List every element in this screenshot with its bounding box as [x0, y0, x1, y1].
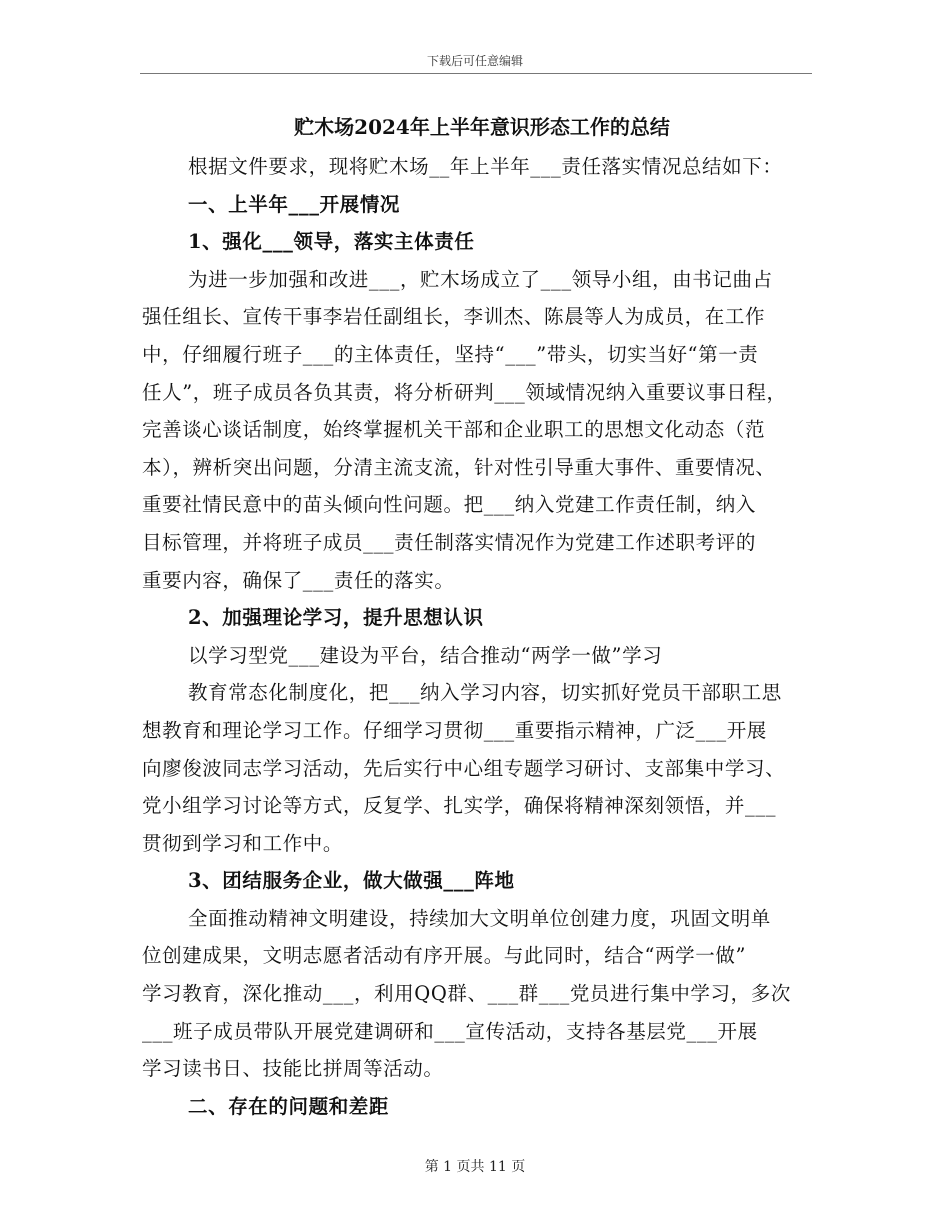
paragraph-line: 目标管理，并将班子成员___责任制落实情况作为党建工作述职考评的: [142, 530, 756, 554]
paragraph-line: 位创建成果，文明志愿者活动有序开展。与此同时，结合“两学一做”: [142, 944, 747, 968]
paragraph-line: 向廖俊波同志学习活动，先后实行中心组专题学习研讨、支部集中学习、: [142, 756, 786, 780]
paragraph-line: 强任组长、宣传干事李岩任副组长，李训杰、陈晨等人为成员，在工作: [142, 305, 766, 329]
paragraph-line: 学习教育，深化推动___，利用QQ群、___群___党员进行集中学习，多次: [142, 982, 791, 1006]
paragraph-line: 重要社情民意中的苗头倾向性问题。把___纳入党建工作责任制，纳入: [142, 493, 756, 517]
paragraph-line: 根据文件要求，现将贮木场__年上半年___责任落实情况总结如下：: [188, 155, 783, 178]
section-heading: 一、上半年___开展情况: [188, 192, 400, 216]
section-heading: 2、加强理论学习，提升思想认识: [188, 606, 484, 630]
document-lines: [142, 148, 822, 1125]
page-header: 下载后可任意编辑: [426, 54, 523, 68]
paragraph-line: 党小组学习讨论等方式，反复学、扎实学，确保将精神深刻领悟，并___: [142, 794, 777, 818]
section-heading: 1、强化___领导，落实主体责任: [188, 230, 475, 254]
paragraph-line: 学习读书日、技能比拼周等活动。: [142, 1057, 444, 1081]
page-footer: 第 1 页共 11 页: [424, 1159, 526, 1175]
paragraph-line: 本），辨析突出问题，分清主流支流，针对性引导重大事件、重要情况、: [142, 455, 776, 479]
paragraph-line: 贯彻到学习和工作中。: [142, 831, 344, 855]
paragraph-line: ___班子成员带队开展党建调研和___宣传活动，支持各基层党___开展: [142, 1019, 758, 1043]
document-title: 贮木场2024年上半年意识形态工作的总结: [294, 115, 670, 139]
paragraph-line: 完善谈心谈话制度，始终掌握机关干部和企业职工的思想文化动态（范: [142, 418, 766, 442]
section-heading: 二、存在的问题和差距: [188, 1094, 390, 1118]
document-body: [142, 106, 822, 1125]
paragraph-line: 全面推动精神文明建设，持续加大文明单位创建力度，巩固文明单: [188, 906, 771, 930]
paragraph-line: 任人”，班子成员各负其责，将分析研判___领域情况纳入重要议事日程，: [142, 380, 787, 404]
paragraph-line: 以学习型党___建设为平台，结合推动“两学一做”学习: [188, 643, 663, 667]
header-divider: [140, 73, 812, 74]
paragraph-line: 为进一步加强和改进___，贮木场成立了___领导小组，由书记曲占: [188, 267, 773, 291]
paragraph-line: 教育常态化制度化，把___纳入学习内容，切实抓好党员干部职工思: [188, 681, 782, 705]
section-heading: 3、团结服务企业，做大做强___阵地: [188, 869, 515, 893]
paragraph-line: 中，仔细履行班子___的主体责任，坚持“___”带头，切实当好“第一责: [142, 342, 759, 366]
paragraph-line: 重要内容，确保了___责任的落实。: [142, 568, 455, 592]
paragraph-line: 想教育和理论学习工作。仔细学习贯彻___重要指示精神，广泛___开展: [142, 718, 767, 742]
